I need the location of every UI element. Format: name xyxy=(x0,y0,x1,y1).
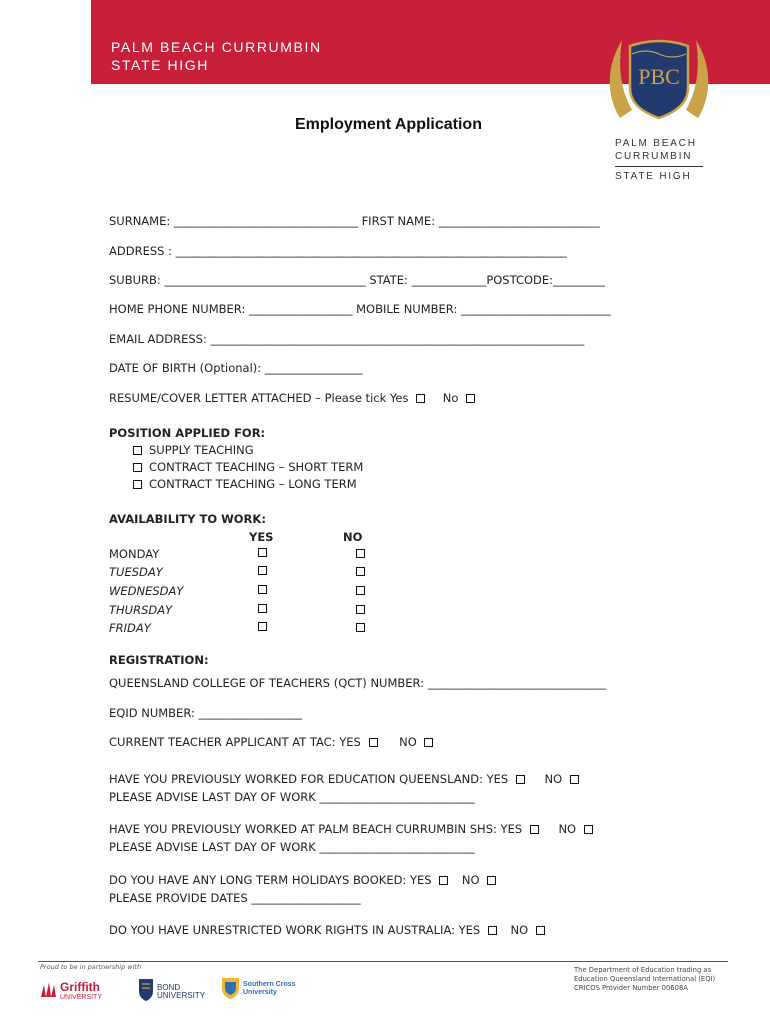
friday-yes-checkbox[interactable] xyxy=(258,622,267,631)
position-heading: POSITION APPLIED FOR: xyxy=(109,426,266,440)
resume-label: RESUME/COVER LETTER ATTACHED – Please tick Yes xyxy=(109,391,409,405)
tac-row xyxy=(109,735,433,749)
mobile-field[interactable]: MOBILE NUMBER: __________________________ xyxy=(356,302,611,316)
bond-logo xyxy=(137,976,207,1006)
eq-last-day-field[interactable]: PLEASE ADVISE LAST DAY OF WORK ___________________________ xyxy=(109,790,475,804)
thursday-yes-checkbox[interactable] xyxy=(258,604,267,613)
surname-row xyxy=(109,214,600,228)
suburb-row xyxy=(109,273,605,287)
holidays-dates-field[interactable]: PLEASE PROVIDE DATES ___________________ xyxy=(109,891,361,905)
day-thursday: THURSDAY xyxy=(109,603,173,617)
bond-crest-icon xyxy=(137,976,207,1002)
holidays-label: DO YOU HAVE ANY LONG TERM HOLIDAYS BOOKED: YES xyxy=(109,873,432,887)
registration-heading: REGISTRATION: xyxy=(109,653,209,667)
position-option-label: CONTRACT TEACHING – LONG TERM xyxy=(149,477,357,491)
day-wednesday: WEDNESDAY xyxy=(109,584,184,598)
state-postcode-field[interactable]: STATE: _____________POSTCODE:_________ xyxy=(369,273,605,287)
tac-no-checkbox[interactable] xyxy=(424,738,433,747)
footer-tagline: Proud to be in partnership with xyxy=(40,963,142,971)
tac-yes-checkbox[interactable] xyxy=(369,738,378,747)
holidays-row xyxy=(109,873,496,887)
scu-university: University xyxy=(243,989,277,996)
holidays-yes-checkbox[interactable] xyxy=(439,876,448,885)
southern-cross-shield-icon xyxy=(221,976,301,1000)
pbc-worked-no-checkbox[interactable] xyxy=(584,825,593,834)
eqid-field[interactable]: EQID NUMBER: __________________ xyxy=(109,706,302,720)
griffith-logo xyxy=(40,979,120,1005)
tac-no-label: NO xyxy=(399,735,417,749)
long-term-checkbox[interactable] xyxy=(133,480,142,489)
monday-no-checkbox[interactable] xyxy=(356,549,365,558)
thursday-no-checkbox[interactable] xyxy=(356,605,365,614)
banner-line-2: STATE HIGH xyxy=(111,57,209,73)
eq-worked-row xyxy=(109,772,579,786)
monday-yes-checkbox[interactable] xyxy=(258,548,267,557)
resume-no-label: No xyxy=(442,391,459,405)
resume-no-checkbox[interactable] xyxy=(466,394,475,403)
day-monday: MONDAY xyxy=(109,547,160,561)
school-crest-logo xyxy=(598,26,720,126)
pbc-last-day-field[interactable]: PLEASE ADVISE LAST DAY OF WORK ___________________________ xyxy=(109,840,475,854)
short-term-checkbox[interactable] xyxy=(133,463,142,472)
footer-cricos-info xyxy=(574,966,715,993)
side-line-1: PALM BEACH xyxy=(615,138,697,149)
tuesday-yes-checkbox[interactable] xyxy=(258,566,267,575)
pbc-worked-no-label: NO xyxy=(558,822,577,836)
position-option-label: SUPPLY TEACHING xyxy=(149,443,254,457)
availability-heading: AVAILABILITY TO WORK: xyxy=(109,512,266,526)
first-name-field[interactable]: FIRST NAME: ____________________________ xyxy=(361,214,600,228)
availability-no-header: NO xyxy=(343,530,363,544)
position-option-supply xyxy=(133,443,254,457)
banner-line-1: PALM BEACH CURRUMBIN xyxy=(111,39,322,55)
side-divider xyxy=(615,166,703,167)
eq-worked-no-label: NO xyxy=(544,772,563,786)
footer-right-line-1: The Department of Education trading as xyxy=(574,966,712,974)
holidays-no-checkbox[interactable] xyxy=(487,876,496,885)
pbc-worked-yes-checkbox[interactable] xyxy=(530,825,539,834)
bond-university: UNIVERSITY xyxy=(157,991,206,1000)
day-friday: FRIDAY xyxy=(109,621,151,635)
eq-worked-no-checkbox[interactable] xyxy=(570,775,579,784)
work-rights-label: DO YOU HAVE UNRESTRICTED WORK RIGHTS IN AUSTRALIA: YES xyxy=(109,923,481,937)
surname-field[interactable]: SURNAME: ________________________________ xyxy=(109,214,358,228)
day-tuesday: TUESDAY xyxy=(109,565,163,579)
tuesday-no-checkbox[interactable] xyxy=(356,567,365,576)
page-title: Employment Application xyxy=(295,116,482,133)
email-field[interactable]: EMAIL ADDRESS: _________________________________________________________________ xyxy=(109,332,585,346)
holidays-no-label: NO xyxy=(461,873,480,887)
suburb-field[interactable]: SUBURB: ___________________________________ xyxy=(109,273,366,287)
footer-divider xyxy=(38,961,728,962)
eq-worked-yes-checkbox[interactable] xyxy=(516,775,525,784)
footer-right-line-2: Education Queensland International (EQI) xyxy=(574,975,716,983)
availability-yes-header: YES xyxy=(249,530,274,544)
tac-label: CURRENT TEACHER APPLICANT AT TAC: YES xyxy=(109,735,361,749)
friday-no-checkbox[interactable] xyxy=(356,623,365,632)
griffith-name: Griffith xyxy=(60,980,100,994)
position-option-label: CONTRACT TEACHING – SHORT TERM xyxy=(149,460,364,474)
address-field[interactable]: ADDRESS : ____________________________________________________________________ xyxy=(109,244,567,258)
work-rights-row xyxy=(109,923,545,937)
work-rights-yes-checkbox[interactable] xyxy=(488,926,497,935)
resume-row xyxy=(109,391,475,405)
work-rights-no-label: NO xyxy=(510,923,529,937)
banner-school-name xyxy=(111,38,322,74)
footer-right-line-3: CRICOS Provider Number 00608A xyxy=(574,984,688,992)
qct-field[interactable]: QUEENSLAND COLLEGE OF TEACHERS (QCT) NUMBER: _______________________________ xyxy=(109,676,606,690)
eq-worked-label: HAVE YOU PREVIOUSLY WORKED FOR EDUCATION QUEENSLAND: YES xyxy=(109,772,509,786)
resume-yes-checkbox[interactable] xyxy=(416,394,425,403)
griffith-university: UNIVERSITY xyxy=(60,994,103,1001)
wednesday-yes-checkbox[interactable] xyxy=(258,585,267,594)
crest-text: PBC xyxy=(638,64,680,89)
bond-name: BOND xyxy=(157,983,181,992)
pbc-worked-label: HAVE YOU PREVIOUSLY WORKED AT PALM BEACH CURRUMBIN SHS: YES xyxy=(109,822,523,836)
supply-checkbox[interactable] xyxy=(133,446,142,455)
southern-cross-logo xyxy=(221,976,301,1004)
pbc-worked-row xyxy=(109,822,593,836)
work-rights-no-checkbox[interactable] xyxy=(536,926,545,935)
dob-field[interactable]: DATE OF BIRTH (Optional): _________________ xyxy=(109,361,363,375)
scu-name: Southern Cross xyxy=(243,981,296,988)
side-line-2: CURRUMBIN xyxy=(615,151,693,162)
position-option-long xyxy=(133,477,357,491)
wednesday-no-checkbox[interactable] xyxy=(356,586,365,595)
griffith-emblem-icon xyxy=(40,979,120,1001)
position-option-short xyxy=(133,460,363,474)
phone-row xyxy=(109,302,610,316)
side-school-name xyxy=(615,137,707,183)
side-line-3: STATE HIGH xyxy=(615,171,692,182)
home-phone-field[interactable]: HOME PHONE NUMBER: __________________ xyxy=(109,302,353,316)
